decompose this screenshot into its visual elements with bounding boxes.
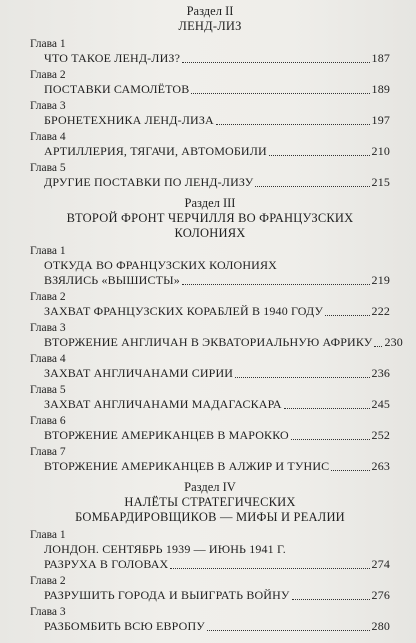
dot-leader — [216, 124, 370, 125]
chapter-title: ДРУГИЕ ПОСТАВКИ ПО ЛЕНД-ЛИЗУ — [44, 175, 254, 189]
toc-entry[interactable] — [30, 335, 403, 350]
chapter-title: РАЗРУШИТЬ ГОРОДА И ВЫИГРАТЬ ВОЙНУ — [44, 588, 290, 602]
section-subtitle: ВТОРОЙ ФРОНТ ЧЕРЧИЛЛЯ ВО ФРАНЦУЗСКИХ КОЛОНИЯХ — [66, 211, 354, 240]
page-number: 280 — [371, 619, 390, 633]
dot-leader — [325, 315, 369, 316]
chapter-label: Глава 6 — [30, 415, 66, 427]
toc-entry[interactable] — [30, 397, 390, 412]
page-number: 245 — [371, 397, 390, 411]
chapter-label: Глава 2 — [30, 69, 66, 81]
dot-leader — [255, 186, 369, 187]
toc-entry[interactable] — [30, 366, 390, 381]
dot-leader — [284, 408, 370, 409]
chapter-label: Глава 2 — [30, 575, 66, 587]
dot-leader — [269, 155, 370, 156]
section-subtitle: ЛЕНД-ЛИЗ — [178, 19, 242, 33]
toc-entry[interactable] — [30, 619, 390, 634]
page-number: 215 — [371, 175, 390, 189]
dot-leader — [291, 439, 370, 440]
toc-entry[interactable] — [30, 258, 390, 288]
dot-leader — [331, 470, 369, 471]
chapter-title: ВТОРЖЕНИЕ АМЕРИКАНЦЕВ В МАРОККО — [44, 428, 289, 442]
dot-leader — [374, 346, 382, 347]
chapter-title: ВТОРЖЕНИЕ АМЕРИКАНЦЕВ В АЛЖИР И ТУНИС — [44, 459, 330, 473]
section-3 — [30, 196, 403, 474]
chapter-label: Глава 4 — [30, 131, 66, 143]
chapter-label: Глава 1 — [30, 38, 66, 50]
dot-leader — [170, 568, 369, 569]
page-number: 210 — [371, 144, 390, 158]
toc-entry[interactable] — [30, 144, 390, 159]
section-subtitle: НАЛЁТЫ СТРАТЕГИЧЕСКИХ БОМБАРДИРОВЩИКОВ — МИФЫ И РЕАЛИИ — [75, 495, 345, 524]
chapter-label: Глава 4 — [30, 353, 66, 365]
toc-entry[interactable] — [30, 459, 390, 474]
chapter-label: Глава 1 — [30, 245, 66, 257]
chapter-title-line-2: РАЗРУХА В ГОЛОВАХ — [44, 557, 169, 571]
page-number: 219 — [371, 273, 390, 287]
page-number: 197 — [371, 113, 390, 127]
page-number: 252 — [371, 428, 390, 442]
dot-leader — [207, 630, 370, 631]
section-title: Раздел IV — [184, 480, 236, 494]
chapter-label: Глава 2 — [30, 291, 66, 303]
toc-entry[interactable] — [30, 542, 390, 572]
toc-entry[interactable] — [30, 82, 390, 97]
chapter-title-line-2: ВЗЯЛИСЬ «ВЫШИСТЫ» — [44, 273, 180, 287]
toc-entry[interactable] — [30, 51, 390, 66]
chapter-title: ЗАХВАТ ФРАНЦУЗСКИХ КОРАБЛЕЙ В 1940 ГОДУ — [44, 304, 324, 318]
chapter-title: ЗАХВАТ АНГЛИЧАНАМИ СИРИИ — [44, 366, 234, 380]
dot-leader — [182, 284, 370, 285]
section-title: Раздел III — [184, 196, 236, 210]
page-number: 230 — [384, 335, 403, 349]
chapter-label: Глава 5 — [30, 384, 66, 396]
chapter-title-row — [44, 557, 390, 572]
chapter-label: Глава 5 — [30, 162, 66, 174]
toc-entry[interactable] — [30, 304, 390, 319]
page-number: 187 — [371, 51, 390, 65]
chapter-title-line-1: ЛОНДОН. СЕНТЯБРЬ 1939 — ИЮНЬ 1941 Г. — [44, 542, 286, 556]
chapter-title: ЧТО ТАКОЕ ЛЕНД-ЛИЗ? — [44, 51, 181, 65]
chapter-title: ЗАХВАТ АНГЛИЧАНАМИ МАДАГАСКАРА — [44, 397, 282, 411]
chapter-label: Глава 3 — [30, 606, 66, 618]
chapter-title-row — [44, 273, 390, 288]
chapter-title: БРОНЕТЕХНИКА ЛЕНД-ЛИЗА — [44, 113, 214, 127]
chapter-title: ВТОРЖЕНИЕ АНГЛИЧАН В ЭКВАТОРИАЛЬНУЮ АФРИКУ — [44, 335, 373, 349]
toc-entry[interactable] — [30, 113, 390, 128]
page-number: 189 — [371, 82, 390, 96]
page-number: 274 — [371, 557, 390, 571]
chapter-label: Глава 7 — [30, 446, 66, 458]
chapter-title: ПОСТАВКИ САМОЛЁТОВ — [44, 82, 190, 96]
page-number: 263 — [371, 459, 390, 473]
dot-leader — [235, 377, 369, 378]
chapter-title: АРТИЛЛЕРИЯ, ТЯГАЧИ, АВТОМОБИЛИ — [44, 144, 267, 158]
section-title: Раздел II — [186, 4, 234, 18]
dot-leader — [292, 599, 370, 600]
toc-entry[interactable] — [30, 175, 390, 190]
chapter-label: Глава 3 — [30, 322, 66, 334]
page-number: 222 — [371, 304, 390, 318]
section-4 — [30, 480, 390, 634]
section-2 — [30, 4, 390, 190]
dot-leader — [182, 62, 370, 63]
page-number: 236 — [371, 366, 390, 380]
page-number: 276 — [371, 588, 390, 602]
toc-entry[interactable] — [30, 588, 390, 603]
chapter-title-line-1: ОТКУДА ВО ФРАНЦУЗСКИХ КОЛОНИЯХ — [44, 258, 277, 272]
toc-entry[interactable] — [30, 428, 390, 443]
dot-leader — [191, 93, 369, 94]
chapter-label: Глава 3 — [30, 100, 66, 112]
chapter-label: Глава 1 — [30, 529, 66, 541]
chapter-title: РАЗБОМБИТЬ ВСЮ ЕВРОПУ — [44, 619, 205, 633]
